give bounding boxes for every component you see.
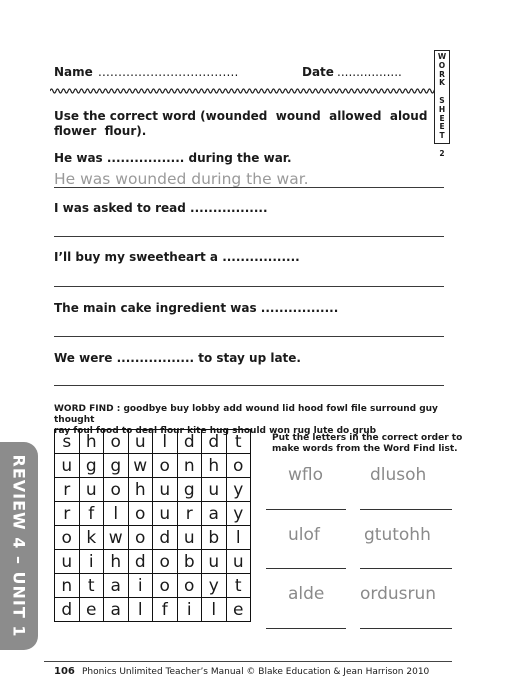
- grid-row: [55, 502, 251, 526]
- grid-cell[interactable]: l: [202, 598, 227, 622]
- answer-line-3[interactable]: [54, 286, 444, 287]
- sentence-1: He was ................. during the war.: [54, 151, 292, 165]
- grid-cell[interactable]: l: [153, 430, 178, 454]
- sentence-1-answer: He was wounded during the war.: [54, 170, 309, 188]
- grid-cell[interactable]: g: [79, 454, 104, 478]
- grid-cell[interactable]: o: [104, 430, 129, 454]
- grid-cell[interactable]: b: [177, 550, 202, 574]
- worksheet-label: [435, 53, 449, 159]
- scrambled-word-5: alde: [288, 584, 325, 604]
- grid-cell[interactable]: o: [226, 454, 251, 478]
- grid-cell[interactable]: u: [55, 550, 80, 574]
- grid-cell[interactable]: h: [202, 454, 227, 478]
- grid-cell[interactable]: r: [55, 478, 80, 502]
- unscramble-line-3[interactable]: [266, 568, 346, 569]
- grid-cell[interactable]: u: [153, 478, 178, 502]
- grid-row: [55, 526, 251, 550]
- grid-cell[interactable]: d: [55, 598, 80, 622]
- grid-cell[interactable]: a: [104, 598, 129, 622]
- wavy-divider: [50, 86, 450, 96]
- date-label: Date: [302, 65, 334, 79]
- worksheet-tab: [434, 50, 450, 158]
- grid-cell[interactable]: i: [128, 574, 153, 598]
- grid-cell[interactable]: h: [128, 478, 153, 502]
- footer-rule: [44, 661, 452, 662]
- grid-cell[interactable]: e: [79, 598, 104, 622]
- grid-cell[interactable]: t: [226, 574, 251, 598]
- sentence-3: I’ll buy my sweetheart a .................: [54, 250, 300, 264]
- grid-cell[interactable]: u: [226, 550, 251, 574]
- grid-cell[interactable]: o: [55, 526, 80, 550]
- worksheet-letter: W: [437, 52, 447, 61]
- name-label: Name: [54, 65, 93, 79]
- grid-cell[interactable]: l: [226, 526, 251, 550]
- review-side-tab: [0, 442, 38, 650]
- grid-cell[interactable]: f: [79, 502, 104, 526]
- grid-cell[interactable]: t: [79, 574, 104, 598]
- grid-cell[interactable]: h: [104, 550, 129, 574]
- grid-row: [55, 550, 251, 574]
- unscramble-line-1[interactable]: [266, 509, 346, 510]
- grid-cell[interactable]: l: [128, 598, 153, 622]
- answer-line-5[interactable]: [54, 385, 444, 386]
- grid-cell[interactable]: i: [79, 550, 104, 574]
- grid-cell[interactable]: o: [104, 478, 129, 502]
- grid-cell[interactable]: y: [226, 478, 251, 502]
- grid-cell[interactable]: l: [104, 502, 129, 526]
- grid-cell[interactable]: u: [55, 454, 80, 478]
- grid-cell[interactable]: t: [226, 430, 251, 454]
- grid-cell[interactable]: w: [128, 454, 153, 478]
- unscramble-line-4[interactable]: [360, 568, 452, 569]
- sentence-2: I was asked to read .................: [54, 201, 268, 215]
- grid-cell[interactable]: n: [55, 574, 80, 598]
- word-find-list-line-1: goodbye buy lobby add wound lid hood fowl file surround guy thought: [54, 404, 438, 425]
- grid-cell[interactable]: o: [128, 526, 153, 550]
- date-dots[interactable]: .................: [337, 65, 402, 79]
- grid-cell[interactable]: y: [202, 574, 227, 598]
- worksheet-letter: 2: [439, 148, 445, 158]
- instruction-line-2: flower flour).: [54, 124, 147, 138]
- grid-cell[interactable]: e: [226, 598, 251, 622]
- grid-cell[interactable]: u: [202, 550, 227, 574]
- grid-cell[interactable]: f: [153, 598, 178, 622]
- grid-cell[interactable]: o: [128, 502, 153, 526]
- grid-row: [55, 454, 251, 478]
- grid-cell[interactable]: r: [177, 502, 202, 526]
- sentence-5: We were ................. to stay up late.: [54, 351, 301, 365]
- grid-cell[interactable]: b: [202, 526, 227, 550]
- unscramble-line-5[interactable]: [266, 628, 346, 629]
- worksheet-letter: E: [439, 122, 445, 132]
- grid-cell[interactable]: h: [79, 430, 104, 454]
- grid-cell[interactable]: o: [153, 550, 178, 574]
- grid-cell[interactable]: o: [177, 574, 202, 598]
- grid-row: [55, 574, 251, 598]
- grid-cell[interactable]: d: [153, 526, 178, 550]
- unscramble-line-6[interactable]: [360, 628, 452, 629]
- scrambled-word-2: dlusoh: [370, 465, 427, 485]
- grid-cell[interactable]: a: [104, 574, 129, 598]
- grid-cell[interactable]: w: [104, 526, 129, 550]
- answer-line-2[interactable]: [54, 236, 444, 237]
- grid-cell[interactable]: y: [226, 502, 251, 526]
- grid-cell[interactable]: o: [153, 574, 178, 598]
- grid-cell[interactable]: k: [79, 526, 104, 550]
- word-find-heading: WORD FIND :: [54, 404, 121, 414]
- sentence-4: The main cake ingredient was .................: [54, 301, 339, 315]
- answer-line-4[interactable]: [54, 336, 444, 337]
- grid-row: [55, 430, 251, 454]
- worksheet-letter: H: [438, 104, 446, 114]
- worksheet-letter: K: [439, 78, 445, 88]
- scrambled-word-6: ordusrun: [360, 584, 437, 604]
- scrambled-word-1: wflo: [288, 465, 324, 485]
- scrambled-word-4: gtutohh: [364, 525, 431, 545]
- grid-cell[interactable]: d: [128, 550, 153, 574]
- name-dots[interactable]: ...................................: [98, 65, 239, 79]
- grid-cell[interactable]: g: [177, 478, 202, 502]
- worksheet-letter: E: [439, 113, 445, 123]
- grid-cell[interactable]: u: [153, 502, 178, 526]
- page-number: 106: [54, 666, 75, 677]
- grid-cell[interactable]: d: [202, 430, 227, 454]
- footer-credit: Phonics Unlimited Teacher’s Manual © Blake Education & Jean Harrison 2010: [82, 667, 430, 677]
- instruction-line-1: Use the correct word (wounded wound allowed aloud: [54, 109, 428, 123]
- grid-cell[interactable]: u: [177, 526, 202, 550]
- grid-row: [55, 478, 251, 502]
- grid-cell[interactable]: g: [104, 454, 129, 478]
- worksheet-letter: R: [439, 69, 445, 79]
- grid-cell[interactable]: u: [79, 478, 104, 502]
- word-find-list-line-2: ray foul food to deal flour kite hug should won rug lute do grub: [54, 426, 377, 436]
- grid-cell[interactable]: o: [153, 454, 178, 478]
- answer-line-1[interactable]: [54, 187, 444, 188]
- grid-cell[interactable]: a: [202, 502, 227, 526]
- grid-cell[interactable]: i: [177, 598, 202, 622]
- worksheet-letter: O: [438, 60, 446, 70]
- unscramble-line-2[interactable]: [360, 509, 452, 510]
- unscramble-instruction: Put the letters in the correct order to make words from the Word Find list.: [272, 433, 463, 454]
- grid-cell[interactable]: u: [128, 430, 153, 454]
- grid-row: [55, 598, 251, 622]
- worksheet-letter: T: [439, 131, 445, 141]
- grid-cell[interactable]: r: [55, 502, 80, 526]
- grid-cell[interactable]: s: [55, 430, 80, 454]
- grid-cell[interactable]: d: [177, 430, 202, 454]
- worksheet-letter: S: [439, 95, 445, 105]
- word-find-grid[interactable]: [54, 429, 251, 622]
- review-side-tab-label: REVIEW 4 – UNIT 1: [9, 454, 29, 638]
- grid-cell[interactable]: u: [202, 478, 227, 502]
- scrambled-word-3: ulof: [288, 525, 320, 545]
- grid-cell[interactable]: n: [177, 454, 202, 478]
